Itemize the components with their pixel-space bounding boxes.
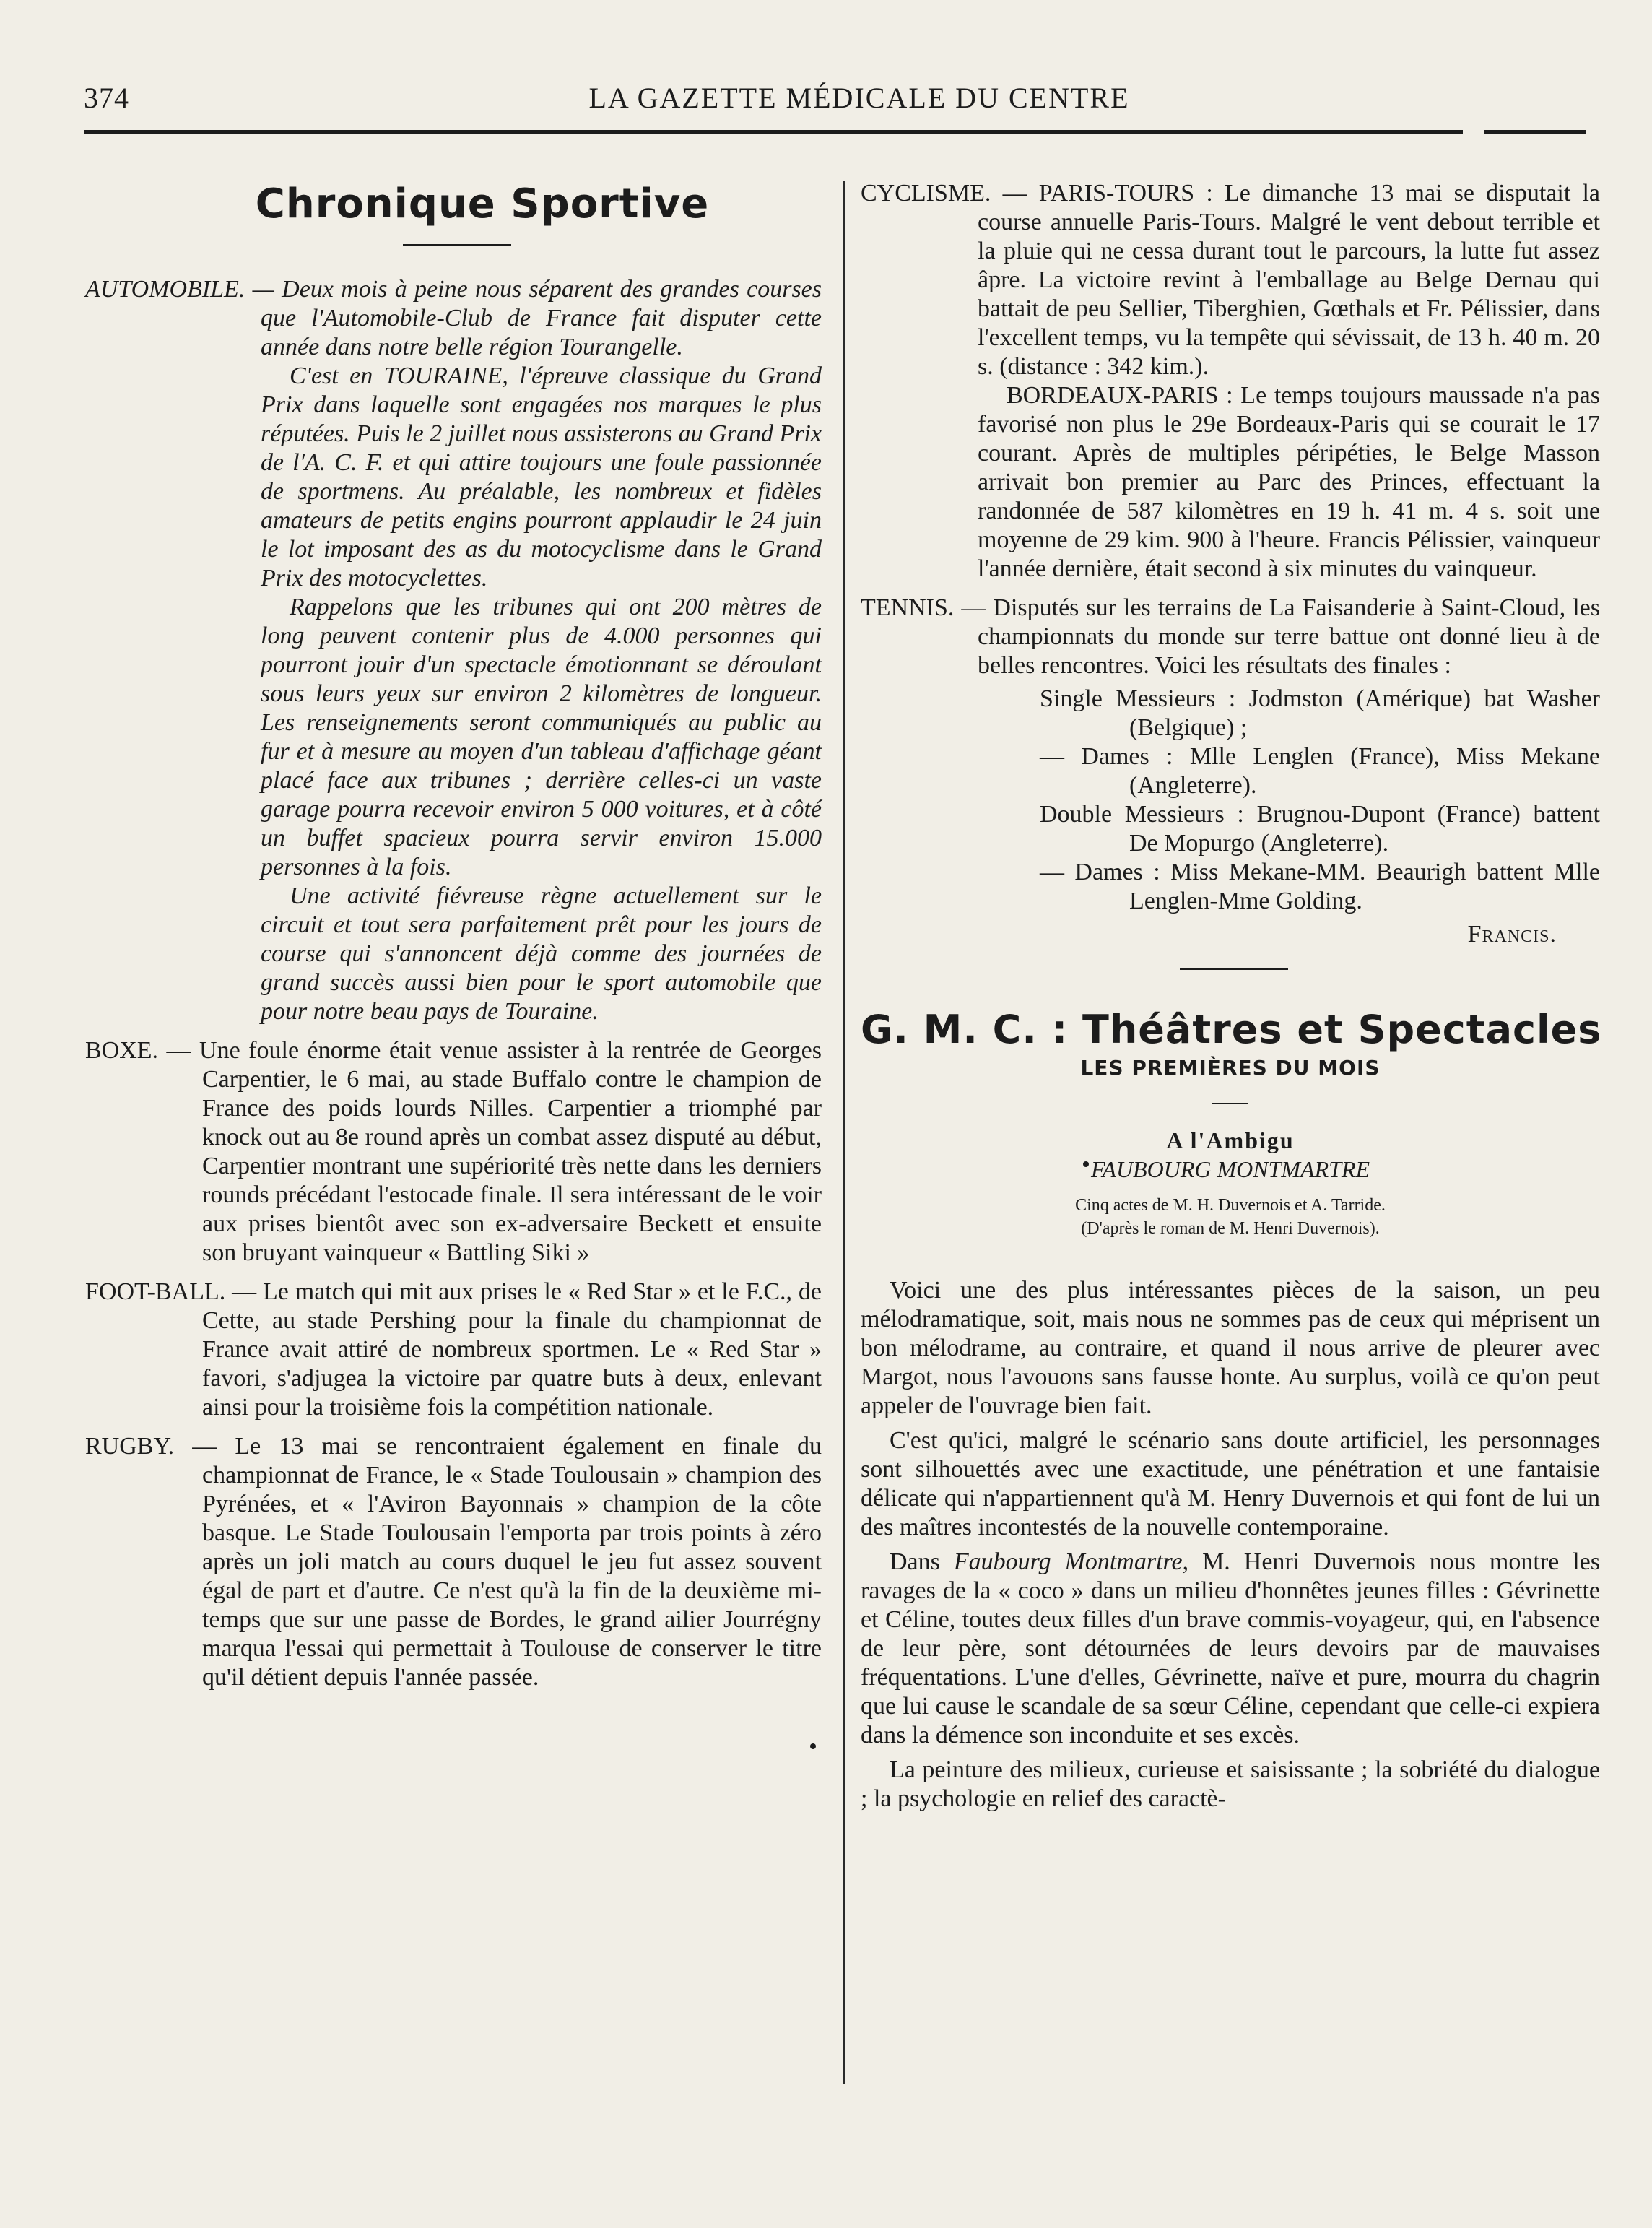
boxe-paragraph <box>85 1036 822 1267</box>
cyclisme-paris-tours <box>861 179 1600 381</box>
ink-dot <box>810 1743 816 1749</box>
paris-tours-text: — PARIS-TOURS : Le dimanche 13 mai se disputait la course annuelle Paris-Tours. Malgré le vent debout terrible et la pluie qui ne cessa durant tout le parcours, la lutte fut assez âpre. La victoire revint à l'emballage au Belge Dernau qui battait de peu Sellier, Tiberghien, Gœthals et Fr. Pélissier, dans l'excellent temps, vu la tempête qui sévissait, de 13 h. 40 m. 20 s. (distance : 342 kim.). <box>978 180 1600 380</box>
gmc-subtitle: LES PREMIÈRES DU MOIS <box>1080 1056 1381 1080</box>
review-paragraph-3 <box>861 1548 1600 1750</box>
tennis-paragraph <box>861 594 1600 680</box>
tennis-result-text: Mlle Lenglen (France), Miss Mekane (Angleterre). <box>1129 743 1601 799</box>
subtitle-rule <box>1212 1103 1248 1104</box>
credits-line-2: (D'après le roman de M. Henri Duvernois). <box>1081 1219 1380 1238</box>
boxe-text: — Une foule énorme était venue assister à la rentrée de Georges Carpentier, le 6 mai, au stade Buffalo contre le champion de France des poids lourds Nilles. Carpentier a triomphé par knock out au 8e round après un combat assez disputé au début, Carpentier montrant une supériorité très nette dans les derniers rounds précédant l'estocade finale. Il sera intéressant de le voir aux prises bientôt avec son ex-adversaire Beckett et ensuite son bruyant vainqueur « Battling Siki » <box>158 1037 822 1266</box>
tennis-result-lead: — Dames : <box>1040 743 1173 770</box>
football-paragraph <box>85 1278 822 1422</box>
rugby-label: RUGBY. <box>85 1433 175 1460</box>
review-paragraph-4: La peinture des milieux, curieuse et saisissante ; la sobriété du dialogue ; la psychologie en relief des caractè- <box>861 1756 1600 1812</box>
tennis-result <box>978 800 1600 858</box>
right-column <box>861 179 1600 1819</box>
tennis-results <box>861 685 1600 916</box>
automobile-section <box>85 275 822 1026</box>
review-p3-rest: , M. Henri Duvernois nous montre les ravages de la « coco » dans un milieu d'honnêtes jeunes filles : Gévrinette et Céline, toutes deux filles d'un brave commis-voyageur, qui, en l'absence de leur père, sont détournées de leurs devoirs par de mauvaises fréquentations. L'une d'elles, Gévrinette, naïve et pure, mourra du chagrin que lui cause le scandale de sa sœur Céline, cependant que celle-ci expiera dans la démence son inconduite et ses excès. <box>861 1548 1600 1748</box>
left-column <box>85 179 822 1702</box>
review-paragraph-1: Voici une des plus intéressantes pièces de la saison, un peu mélodramatique, soit, mais nous ne sommes pas de ceux qui méprisent un bon mélodrame, au contraire, et quand il nous arrive de pleurer avec Margot, nous l'avouons sans fausse honte. Au surplus, voilà ce qu'on peut appeler de l'ouvrage bien fait. <box>861 1277 1600 1419</box>
header-rule-extension <box>1484 130 1586 134</box>
tennis-result <box>978 685 1600 742</box>
automobile-paragraph-2: C'est en TOURAINE, l'épreuve classique du Grand Prix dans laquelle sont engagées nos marques le plus réputées. Puis le 2 juillet nous assisterons au Grand Prix de l'A. C. F. et qui attire toujours une foule passionnée de sportmens. Au préalable, les nombreux et fidèles amateurs de petits engins pourront applaudir le 24 juin le lot imposant des as du motocyclisme dans le Grand Prix des motocyclettes. <box>261 363 822 591</box>
cyclisme-bordeaux-paris: BORDEAUX-PARIS : Le temps toujours maussade n'a pas favorisé non plus le 29e Bordeaux-Paris qui se courait le 17 courant. Après de multiples péripéties, le Belge Masson arrivait bon premier au Parc des Princes, effectuant la randonnée de 587 kilomètres en 19 h. 41 m. 4 s. soit une moyenne de 29 kim. 900 à l'heure. Francis Pélissier, vainqueur l'année dernière, était second à six minutes du vainqueur. <box>978 382 1600 582</box>
automobile-label: AUTOMOBILE. <box>85 276 245 303</box>
rugby-paragraph <box>85 1432 822 1692</box>
review-paragraph-2: C'est qu'ici, malgré le scénario sans doute artificiel, les personnages sont silhouettés avec une exactitude, une pénétration et une fantaisie délicate qui n'appartiennent qu'à M. Henry Duvernois et qui font de lui un des maîtres incontestés de la nouvelle contemporaine. <box>861 1427 1600 1540</box>
tennis-label: TENNIS. <box>861 594 955 621</box>
credits-line-1: Cinq actes de M. H. Duvernois et A. Tarride. <box>1075 1196 1386 1215</box>
ink-dot <box>1083 1161 1089 1167</box>
tennis-result-text: Miss Mekane-MM. Beaurigh battent Mlle Lenglen-Mme Golding. <box>1129 859 1600 914</box>
tennis-result <box>978 742 1600 800</box>
tennis-result <box>978 858 1600 916</box>
chronique-title: Chronique Sportive <box>255 181 710 227</box>
tennis-result-lead: Single Messieurs : <box>1040 685 1236 712</box>
football-label: FOOT-BALL. <box>85 1278 226 1305</box>
play-credits <box>861 1194 1600 1240</box>
automobile-paragraph <box>85 275 822 362</box>
review-p3-title: Faubourg Montmartre <box>953 1548 1183 1575</box>
automobile-intro: — Deux mois à peine nous séparent des grandes courses que l'Automobile-Club de France fait disputer cette année dans notre belle région Tourangelle. <box>245 276 822 360</box>
tennis-result-lead: — Dames : <box>1040 859 1160 885</box>
header-rule <box>84 130 1463 134</box>
journal-title: LA GAZETTE MÉDICALE DU CENTRE <box>588 82 1130 114</box>
signature: Francis. <box>1467 921 1557 948</box>
tennis-result-text: Jodmston (Amérique) bat Washer (Belgique) ; <box>1129 685 1600 741</box>
column-divider <box>843 181 845 2084</box>
rugby-text: — Le 13 mai se rencontraient également en finale du championnat de France, le « Stade Toulousain » champion des Pyrénées, et « l'Aviron Bayonnais » champion de la côte basque. Le Stade Toulousain l'emporta par trois points à zéro après un joli match au cours duquel le jeu fut assez souvent égal de part et d'autre. Ce n'est qu'à la fin de la deuxième mi-temps que sur une passe de Bordes, le grand ailier Jourrégny marqua l'essai qui permettait à Toulouse de conserver le titre qu'il détient depuis l'année passée. <box>174 1433 822 1691</box>
venue-title: A l'Ambigu <box>1166 1127 1295 1153</box>
tennis-result-text: Brugnou-Dupont (France) battent De Mopurgo (Angleterre). <box>1129 801 1601 857</box>
automobile-paragraph-4: Une activité fiévreuse règne actuellement sur le circuit et tout sera parfaitement prêt pour les jours de course qui s'annoncent déjà comme des journées de grand succès aussi bien pour le sport automobile que pour notre beau pays de Touraine. <box>261 883 822 1025</box>
review-p3-lead: Dans <box>890 1548 954 1575</box>
gmc-title: G. M. C. : Théâtres et Spectacles <box>861 1007 1602 1052</box>
play-title: FAUBOURG MONTMARTRE <box>1090 1156 1370 1182</box>
section-rule <box>1180 968 1288 970</box>
football-text: — Le match qui mit aux prises le « Red Star » et le F.C., de Cette, au stade Pershing pour la finale du championnat de France avait attiré de nombreux sportmen. Le « Red Star » favori, s'adjugea la victoire par quatre buts à deux, enlevant ainsi pour la troisième fois la compétition nationale. <box>202 1278 822 1421</box>
tennis-result-lead: Double Messieurs : <box>1040 801 1244 828</box>
cyclisme-label: CYCLISME. <box>861 180 991 207</box>
automobile-paragraph-3: Rappelons que les tribunes qui ont 200 mètres de long peuvent contenir plus de 4.000 personnes qui pourront jouir d'un spectacle émotionnant se déroulant sous leurs yeux sur environ 2 kilomètres de longueur. Les renseignements seront communiqués au public au fur et à mesure au moyen d'un tableau d'affichage géant placé face aux tribunes ; derrière celles-ci un vaste garage pourra recevoir environ 5 000 voitures, et à côté un buffet spacieux pourra servir environ 15.000 personnes à la fois. <box>261 594 822 880</box>
title-rule <box>403 244 511 246</box>
page-number: 374 <box>84 82 129 114</box>
tennis-intro: — Disputés sur les terrains de La Faisanderie à Saint-Cloud, les championnats du monde sur terre battue ont donné lieu à de belles rencontres. Voici les résultats des finales : <box>954 594 1600 679</box>
boxe-label: BOXE. <box>85 1037 159 1064</box>
